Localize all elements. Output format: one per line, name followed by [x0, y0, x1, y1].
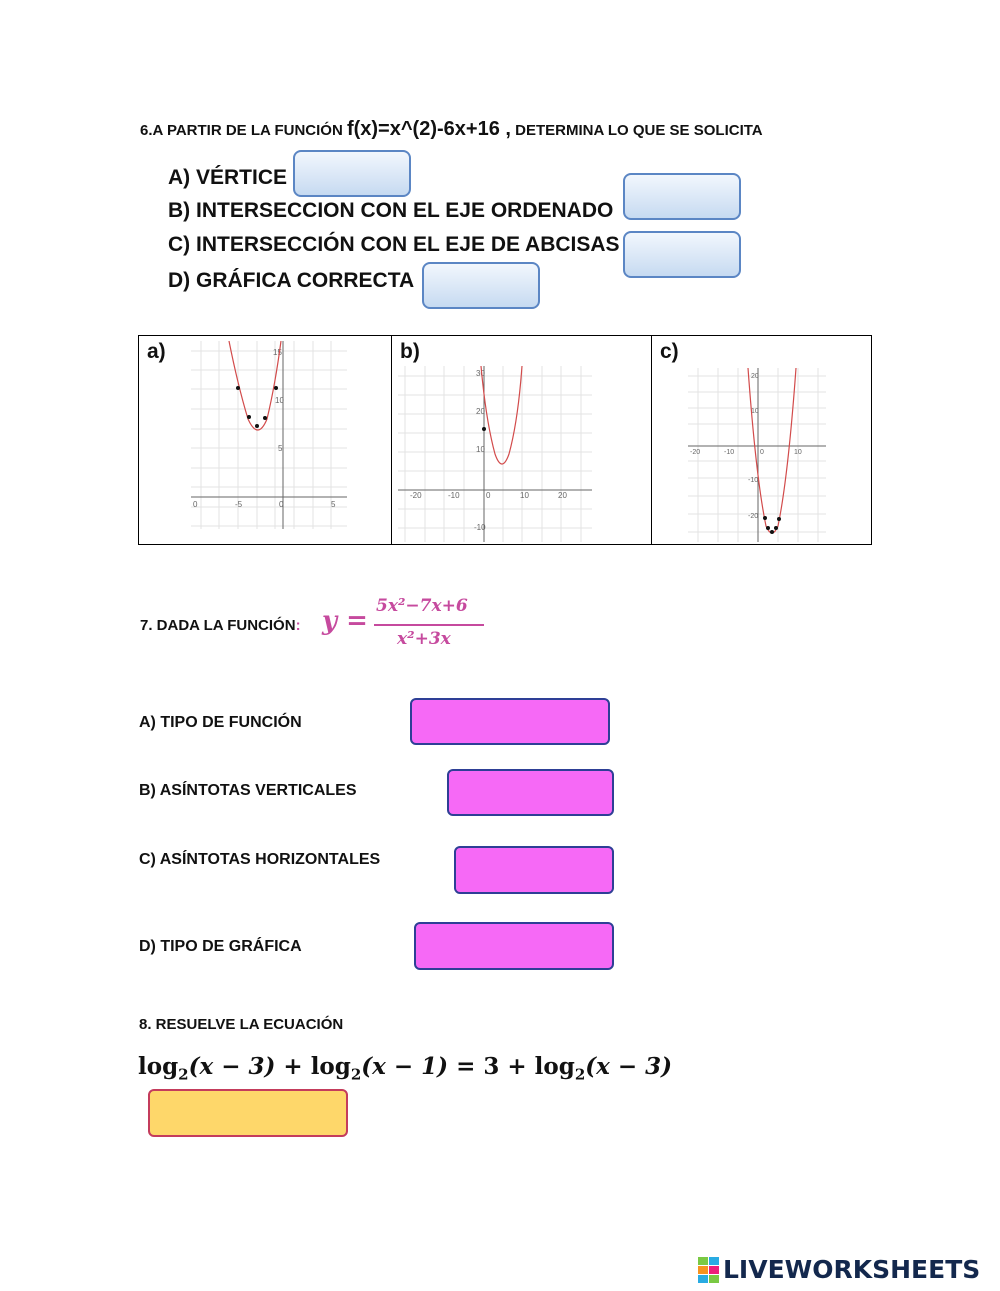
graph-options-table: [138, 335, 872, 545]
graph-b-ytick: -10: [474, 523, 486, 532]
q6-prefix: 6.A PARTIR DE LA FUNCIÓN: [140, 122, 347, 139]
graph-b-xtick: -10: [448, 491, 460, 500]
graph-cell-b: [392, 336, 652, 545]
graph-a-xtick: 0: [193, 500, 198, 509]
fraction-numerator: 5x²−7x+6: [376, 596, 468, 616]
graph-type-answer-box[interactable]: [414, 922, 614, 970]
graph-b-ytick: 30: [476, 369, 485, 378]
q8-equation: [138, 1053, 672, 1084]
brand-name: LIVEWORKSHEETS: [723, 1255, 981, 1284]
correct-graph-answer-box[interactable]: [422, 262, 540, 309]
q6-option-b: B) INTERSECCION CON EL EJE ORDENADO: [168, 199, 614, 222]
vertex-answer-box[interactable]: [293, 150, 411, 197]
graph-a-xtick: 0: [279, 500, 284, 509]
graph-b-xtick: -20: [410, 491, 422, 500]
graph-b-xtick: 0: [486, 491, 491, 500]
fraction-denominator: x²+3x: [397, 629, 451, 649]
q6-option-a: A) VÉRTICE: [168, 166, 288, 189]
q7-title: [140, 617, 301, 634]
liveworksheets-brand: [698, 1255, 980, 1284]
equation-answer-box[interactable]: [148, 1089, 348, 1137]
fraction-bar: [374, 624, 484, 626]
graph-c-point: [766, 526, 770, 530]
graph-a-ytick: 5: [278, 444, 283, 453]
graph-c-ytick: 10: [751, 408, 759, 415]
graph-b-ytick: 20: [476, 407, 485, 416]
graph-b-xtick: 10: [520, 491, 529, 500]
q7-title-text: 7. DADA LA FUNCIÓN: [140, 617, 296, 634]
graph-b-xtick: 20: [558, 491, 567, 500]
graph-b-point: [482, 427, 486, 431]
graph-b-label: b): [400, 340, 420, 363]
graph-a-point: [274, 386, 278, 390]
q6-option-d: D) GRÁFICA CORRECTA: [168, 269, 415, 292]
q6-suffix: DETERMINA LO QUE SE SOLICITA: [510, 122, 763, 139]
log-term: log: [534, 1053, 575, 1080]
graph-c-point: [774, 526, 778, 530]
log-term: log: [138, 1053, 179, 1080]
graph-c-ytick: -20: [748, 513, 759, 520]
log-argument: (x − 1): [361, 1053, 449, 1080]
q7-item-a: A) TIPO DE FUNCIÓN: [139, 714, 302, 731]
log-term: log: [310, 1053, 351, 1080]
graph-a-point: [255, 424, 259, 428]
graph-b: [398, 366, 594, 544]
graph-b-curve: [481, 366, 522, 464]
graph-c-point: [770, 530, 774, 534]
graph-c-point: [777, 517, 781, 521]
log-base: 2: [178, 1065, 189, 1084]
q7-item-b: B) ASÍNTOTAS VERTICALES: [139, 782, 357, 799]
function-type-answer-box[interactable]: [410, 698, 610, 745]
graph-a: [191, 341, 349, 531]
log-argument: (x − 3): [188, 1053, 276, 1080]
log-argument: (x − 3): [585, 1053, 673, 1080]
graph-a-label: a): [147, 340, 166, 363]
graph-cell-a: [139, 336, 392, 545]
y-intercept-answer-box[interactable]: [623, 173, 741, 220]
graph-a-xtick: 5: [331, 500, 336, 509]
graph-c-xtick: 0: [760, 449, 764, 456]
graph-c-xtick: -20: [690, 449, 701, 456]
graph-a-point: [236, 386, 240, 390]
q6-title: [140, 118, 763, 141]
graph-cell-c: [652, 336, 872, 545]
q6-function: f(x)=x^(2)-6x+16 ,: [346, 118, 511, 140]
graph-c-ytick: 20: [751, 373, 759, 380]
plus-sign: +: [275, 1053, 311, 1080]
fraction-y: y =: [322, 606, 368, 636]
log-base: 2: [574, 1065, 586, 1084]
liveworksheets-logo-icon: [698, 1257, 720, 1283]
q7-item-d: D) TIPO DE GRÁFICA: [139, 938, 302, 955]
graph-a-ytick: 10: [275, 396, 284, 405]
q8-title: 8. RESUELVE LA ECUACIÓN: [139, 1016, 344, 1033]
graph-a-point: [263, 416, 267, 420]
horizontal-asymptotes-answer-box[interactable]: [454, 846, 614, 894]
graph-c: [688, 368, 828, 544]
graph-a-point: [247, 415, 251, 419]
graph-a-ytick: 15: [273, 348, 282, 357]
graph-b-ytick: 10: [476, 445, 485, 454]
graph-c-curve: [748, 368, 796, 533]
graph-c-ytick: -10: [748, 477, 759, 484]
log-base: 2: [350, 1065, 362, 1084]
q6-option-c: C) INTERSECCIÓN CON EL EJE DE ABCISAS: [168, 233, 620, 256]
vertical-asymptotes-answer-box[interactable]: [447, 769, 614, 816]
graph-a-xtick: -5: [235, 500, 243, 509]
graph-c-point: [763, 516, 767, 520]
equals-three: = 3 +: [448, 1053, 535, 1080]
graph-c-xtick: -10: [724, 449, 735, 456]
q7-colon: :: [295, 617, 301, 634]
graph-c-xtick: 10: [794, 449, 802, 456]
x-intercept-answer-box[interactable]: [623, 231, 741, 278]
q7-item-c: C) ASÍNTOTAS HORIZONTALES: [139, 851, 381, 868]
graph-c-label: c): [660, 340, 679, 363]
